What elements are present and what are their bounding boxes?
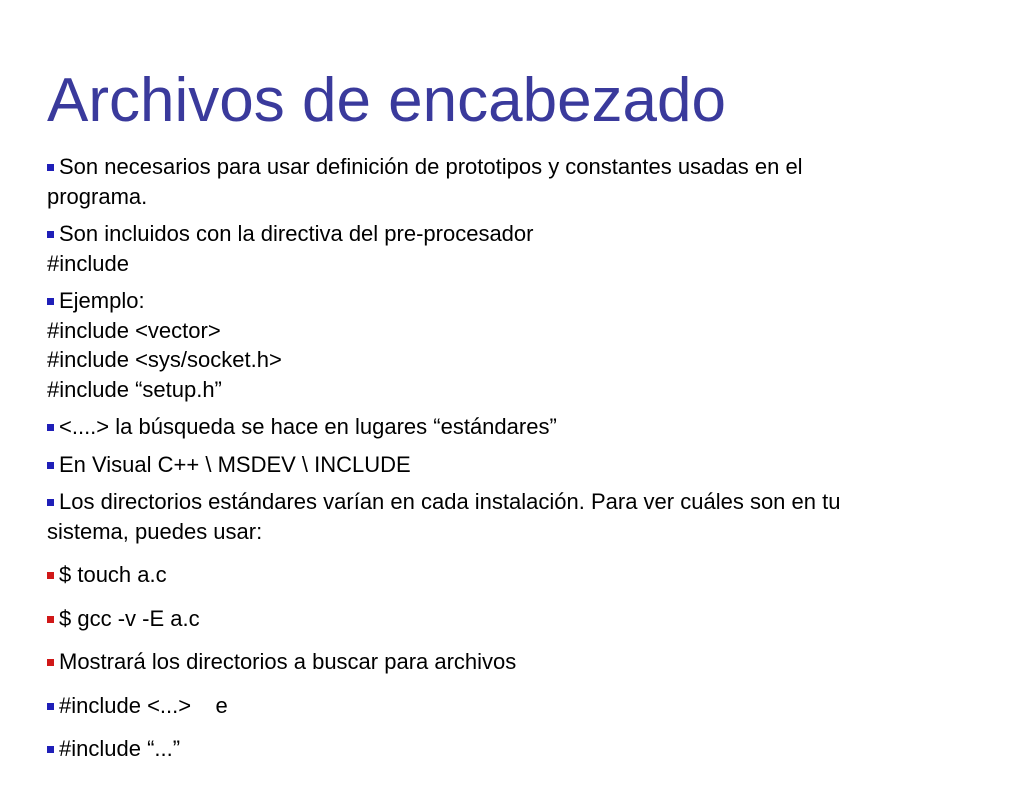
bullet-item bbox=[47, 450, 947, 480]
bullet-item bbox=[47, 691, 947, 721]
slide-title: Archivos de encabezado bbox=[47, 66, 727, 135]
square-bullet-icon bbox=[47, 424, 54, 431]
bullet-text-continuation: #include <vector> bbox=[47, 317, 221, 343]
bullet-text: Mostrará los directorios a buscar para archivos bbox=[59, 649, 517, 674]
square-bullet-icon bbox=[47, 462, 54, 469]
square-bullet-icon bbox=[47, 746, 54, 753]
bullet-text: Los directorios estándares varían en cada instalación. Para ver cuáles son en tu bbox=[59, 489, 841, 514]
bullet-text-continuation: sistema, puedes usar: bbox=[47, 518, 263, 544]
bullet-item bbox=[47, 412, 947, 442]
bullet-text-continuation: #include “setup.h” bbox=[47, 376, 222, 402]
bullet-text-continuation: programa. bbox=[47, 183, 148, 209]
bullet-text-continuation: #include <sys/socket.h> bbox=[47, 347, 282, 372]
bullet-list bbox=[47, 152, 947, 764]
square-bullet-icon bbox=[47, 298, 54, 305]
bullet-text: Son necesarios para usar definición de prototipos y constantes usadas en el bbox=[59, 154, 803, 179]
bullet-item bbox=[47, 487, 947, 546]
bullet-item bbox=[47, 152, 947, 211]
square-bullet-icon bbox=[47, 659, 54, 666]
square-bullet-icon bbox=[47, 499, 54, 506]
bullet-text: #include <...> e bbox=[59, 692, 228, 718]
bullet-item bbox=[47, 286, 947, 404]
bullet-item bbox=[47, 219, 947, 278]
square-bullet-icon bbox=[47, 164, 54, 171]
bullet-text: $ gcc -v -E a.c bbox=[59, 605, 200, 631]
bullet-item bbox=[47, 647, 947, 677]
bullet-item bbox=[47, 604, 947, 634]
square-bullet-icon bbox=[47, 616, 54, 623]
square-bullet-icon bbox=[47, 231, 54, 238]
bullet-text: En Visual C++ \ MSDEV \ INCLUDE bbox=[59, 451, 411, 477]
bullet-text: #include “...” bbox=[59, 736, 181, 761]
bullet-item bbox=[47, 734, 947, 764]
bullet-text-continuation: #include bbox=[47, 250, 129, 276]
bullet-text: $ touch a.c bbox=[59, 562, 167, 587]
bullet-text: <....> la búsqueda se hace en lugares “estándares” bbox=[59, 414, 557, 439]
bullet-item bbox=[47, 560, 947, 590]
bullet-text: Ejemplo: bbox=[59, 288, 145, 313]
square-bullet-icon bbox=[47, 703, 54, 710]
square-bullet-icon bbox=[47, 572, 54, 579]
bullet-text: Son incluidos con la directiva del pre-procesador bbox=[59, 221, 534, 246]
